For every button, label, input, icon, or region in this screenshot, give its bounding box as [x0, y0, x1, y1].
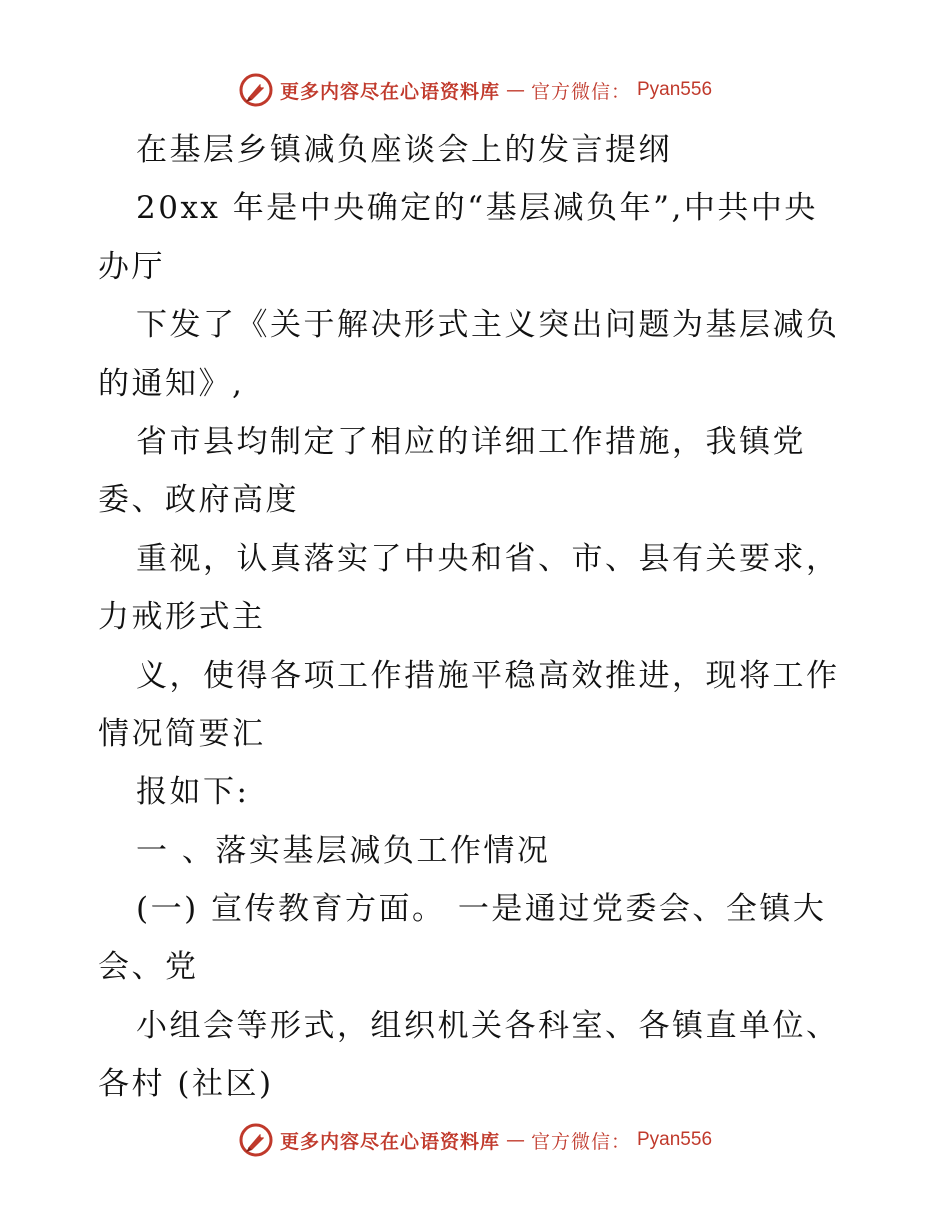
banner-official: 官方微信：: [530, 80, 631, 103]
text-line: 下发了《关于解决形式主义突出问题为基层减负: [136, 307, 840, 344]
banner-separator: —: [505, 1129, 525, 1151]
text-line: 一 、落实基层减负工作情况: [136, 832, 551, 869]
text-line: 情况简要汇: [98, 715, 266, 752]
banner-separator: —: [505, 79, 525, 101]
header-banner: [0, 72, 950, 108]
text-line: 在基层乡镇减负座谈会上的发言提纲: [136, 132, 672, 168]
banner-wechat-id: Pyan556: [637, 79, 713, 100]
text-line: 委、政府高度: [98, 482, 299, 519]
banner-slogan: 更多内容尽在心语资料库: [279, 80, 500, 103]
text-line: (一) 宣传教育方面。 一是通过党委会、全镇大: [136, 891, 827, 928]
text-line: 的通知》,: [98, 365, 245, 402]
text-line: 办厅: [98, 248, 165, 285]
text-line: 各村 (社区): [98, 1066, 274, 1103]
text-line: 重视，认真落实了中央和省、市、县有关要求，: [136, 540, 840, 577]
banner-official: 官方微信：: [530, 1130, 631, 1153]
text-line: 力戒形式主: [98, 599, 266, 636]
text-line: 20xx 年是中央确定的“基层减负年”,中共中央: [136, 190, 818, 227]
banner-slogan: 更多内容尽在心语资料库: [279, 1130, 500, 1153]
fountain-pen-logo-icon: [238, 1122, 274, 1158]
text-line: 省市县均制定了相应的详细工作措施，我镇党: [136, 423, 806, 460]
text-line: 会、党: [98, 949, 199, 986]
text-line: 小组会等形式，组织机关各科室、各镇直单位、: [136, 1007, 840, 1044]
document-body: [98, 121, 858, 1114]
text-line: 义，使得各项工作措施平稳高效推进，现将工作: [136, 657, 840, 694]
footer-banner: [0, 1122, 950, 1158]
text-line: 报如下:: [136, 774, 250, 811]
banner-wechat-id: Pyan556: [637, 1129, 713, 1150]
fountain-pen-logo-icon: [238, 72, 274, 108]
